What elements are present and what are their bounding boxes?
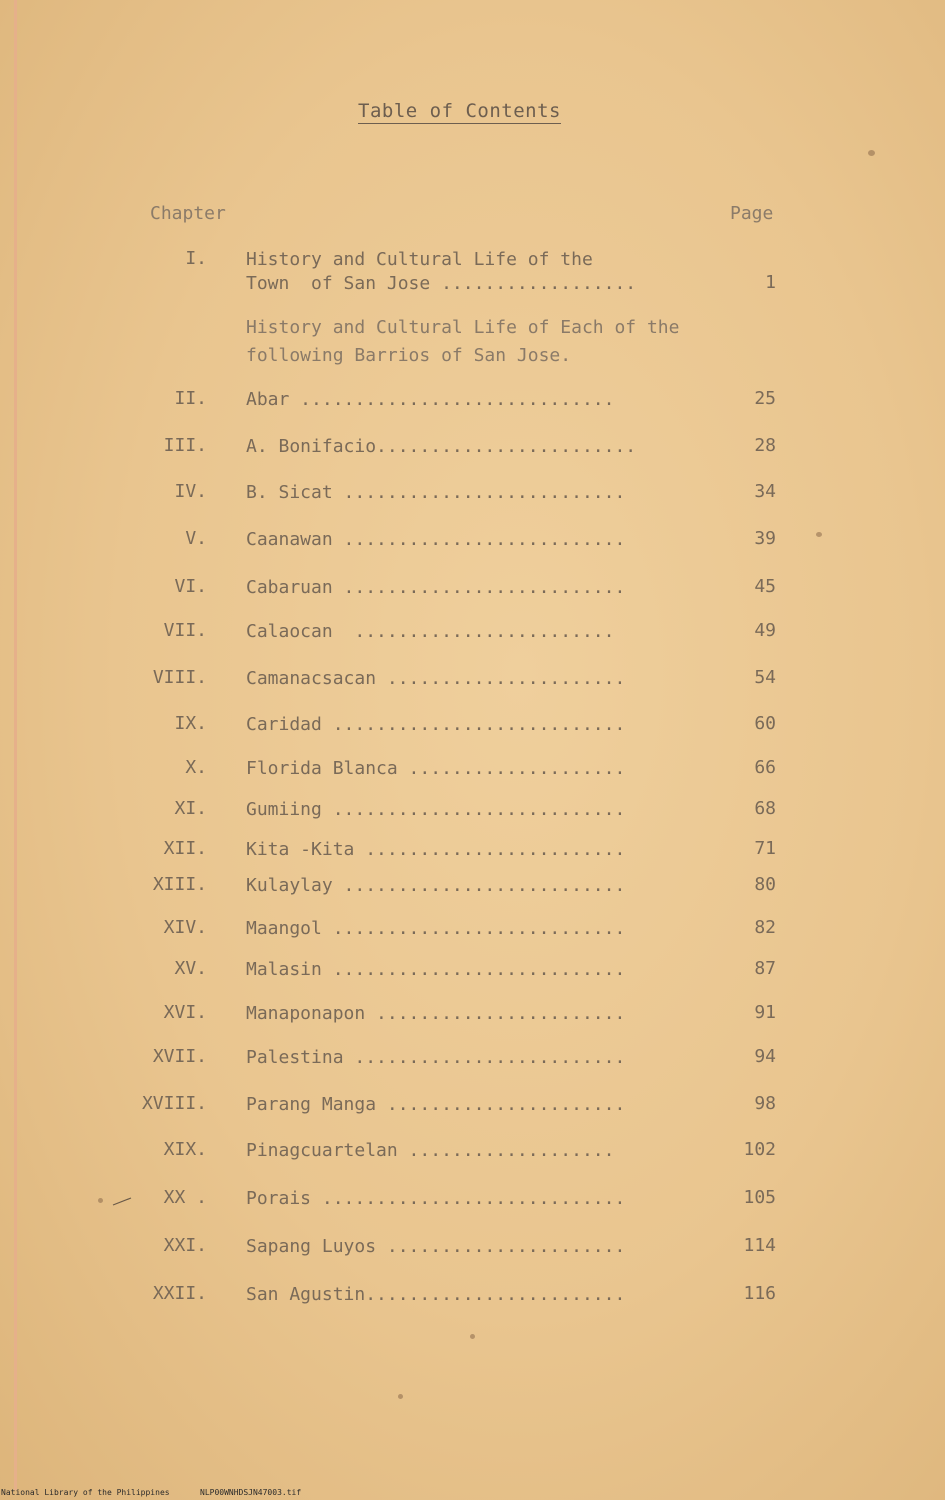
chapter-number: XIV. <box>163 917 207 938</box>
chapter-number: XV. <box>174 958 207 979</box>
page-number: 49 <box>754 620 776 641</box>
barrio-name: Maangol ........................... <box>246 918 626 939</box>
footer-filename: NLP00WNHDSJN47003.tif <box>200 1488 302 1497</box>
page-number: 45 <box>754 576 776 597</box>
page-number: 114 <box>743 1235 776 1256</box>
page-title: Table of Contents <box>358 100 561 122</box>
page-number: 105 <box>743 1187 776 1208</box>
chapter-number: IX. <box>174 713 207 734</box>
checkmark-icon <box>112 1196 132 1206</box>
page-number: 82 <box>754 917 776 938</box>
chapter-number: II. <box>174 388 207 409</box>
page-number: 91 <box>754 1002 776 1023</box>
barrio-name: Cabaruan .......................... <box>246 577 626 598</box>
page-number: 39 <box>754 528 776 549</box>
barrio-name: Parang Manga ...................... <box>246 1094 626 1115</box>
chapter-number: XXII. <box>152 1283 207 1304</box>
chapter-number: X. <box>185 757 207 778</box>
barrio-name: A. Bonifacio........................ <box>246 436 637 457</box>
barrio-name: Camanacsacan ...................... <box>246 668 626 689</box>
chapter-number: XIX. <box>163 1139 207 1160</box>
chapter-number: XX . <box>163 1187 207 1208</box>
page-number: 71 <box>754 838 776 859</box>
chapter-number: VIII. <box>152 667 207 688</box>
barrio-name: Palestina ......................... <box>246 1047 626 1068</box>
chapter-number: VII. <box>163 620 207 641</box>
barrios-intro-text: History and Cultural Life of Each of the following Barrios of San Jose. <box>246 317 680 366</box>
paper-speck <box>398 1394 403 1399</box>
chapter-number: XVIII. <box>141 1093 207 1114</box>
footer-source: National Library of the Philippines <box>1 1488 170 1497</box>
chapter-number: XIII. <box>152 874 207 895</box>
barrio-name: Sapang Luyos ...................... <box>246 1236 626 1257</box>
page-number: 34 <box>754 481 776 502</box>
chapter-number: V. <box>185 528 207 549</box>
page-number: 25 <box>754 388 776 409</box>
chapter-title-line-2: Town of San Jose .................. <box>246 273 637 294</box>
margin-rule <box>14 0 17 1490</box>
barrio-name: Gumiing ........................... <box>246 799 626 820</box>
page-number: 102 <box>743 1139 776 1160</box>
page-column-header: Page <box>730 203 774 224</box>
barrio-name: Malasin ........................... <box>246 959 626 980</box>
barrio-name: Florida Blanca .................... <box>246 758 626 779</box>
page-number: 66 <box>754 757 776 778</box>
chapter-number: III. <box>163 435 207 456</box>
page-number: 68 <box>754 798 776 819</box>
barrio-name: San Agustin........................ <box>246 1284 626 1305</box>
chapter-page-number: 1 <box>765 272 776 293</box>
page-number: 28 <box>754 435 776 456</box>
chapter-number: XVI. <box>163 1002 207 1023</box>
barrio-name: Kulaylay .......................... <box>246 875 626 896</box>
barrio-name: B. Sicat .......................... <box>246 482 626 503</box>
page-number: 94 <box>754 1046 776 1067</box>
page-number: 60 <box>754 713 776 734</box>
chapter-column-header: Chapter <box>150 203 226 224</box>
paper-speck <box>98 1198 103 1203</box>
chapter-number: XXI. <box>163 1235 207 1256</box>
chapter-title-line-1: History and Cultural Life of the <box>246 249 593 270</box>
barrio-name: Porais ............................ <box>246 1188 626 1209</box>
paper-speck <box>816 532 822 537</box>
page-number: 87 <box>754 958 776 979</box>
chapter-number: XII. <box>163 838 207 859</box>
chapter-number: XI. <box>174 798 207 819</box>
chapter-number: XVII. <box>152 1046 207 1067</box>
page-number: 116 <box>743 1283 776 1304</box>
page-number: 80 <box>754 874 776 895</box>
page-number: 98 <box>754 1093 776 1114</box>
barrio-name: Caanawan .......................... <box>246 529 626 550</box>
chapter-number: VI. <box>174 576 207 597</box>
barrio-name: Abar ............................. <box>246 389 615 410</box>
barrio-name: Pinagcuartelan ................... <box>246 1140 615 1161</box>
paper-speck <box>470 1334 475 1339</box>
barrio-name: Caridad ........................... <box>246 714 626 735</box>
barrio-name: Kita -Kita ........................ <box>246 839 626 860</box>
barrio-name: Calaocan ........................ <box>246 621 615 642</box>
page-number: 54 <box>754 667 776 688</box>
barrio-name: Manaponapon ....................... <box>246 1003 626 1024</box>
chapter-number: IV. <box>174 481 207 502</box>
chapter-number: I. <box>185 248 207 269</box>
paper-speck <box>868 150 875 156</box>
